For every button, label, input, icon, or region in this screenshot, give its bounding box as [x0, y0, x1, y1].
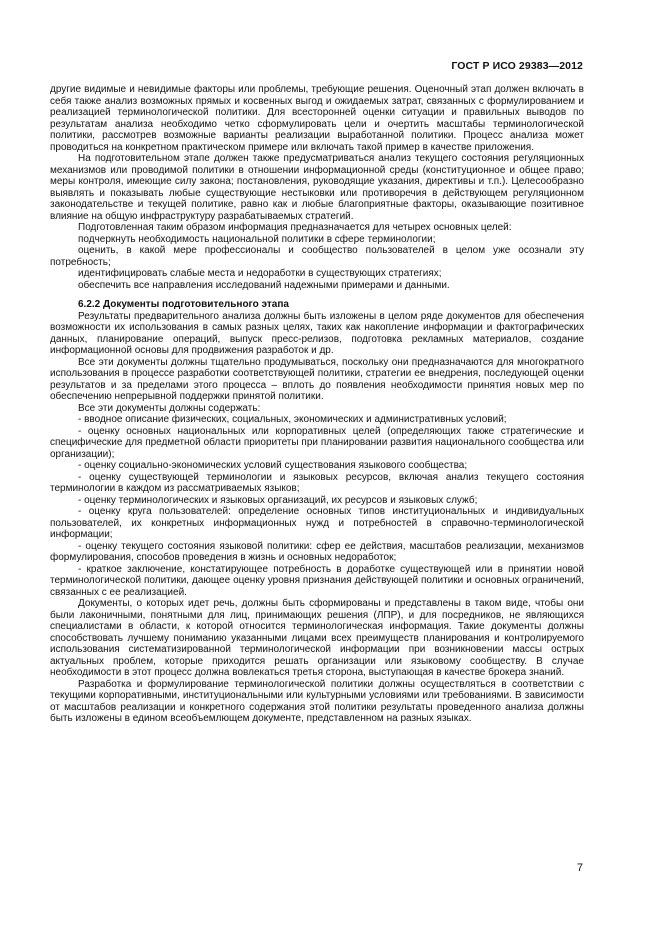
paragraph: На подготовительном этапе должен также предусматриваться анализ текущего состояния регуляционных механизмов или проводимой политики в отношении информационной среды (конституционное и общее право; меры контроля, имеющие силу закона; постановления, руководящие указания, директивы и т.п.). Целесообразно выявлять и показывать любые существующие нестыковки или противоречия в действующем регуляционном законодательстве и текущей политике, равно как и любые благоприятные факторы, оказывающие позитивное влияние на общую инфраструктуру разрабатываемых стратегий.: [50, 153, 584, 222]
section-heading: 6.2.2 Документы подготовительного этапа: [78, 299, 289, 310]
list-item: - оценку социально-экономических условий существования языкового сообщества;: [78, 460, 468, 471]
list-item: - краткое заключение, констатирующее потребность в доработке существующей или в принятии новой терминологической политики, дающее оценку уровня признания действующей политики и основных ограничений, связанных с ее реализацией.: [50, 563, 584, 598]
document-body: [50, 84, 584, 725]
list-item: - оценку текущего состояния языковой политики: сфер ее действия, масштабов реализации, механизмов формулирования, способов проведения в жизнь и основных недоработок;: [50, 540, 584, 563]
paragraph: Результаты предварительного анализа должны быть изложены в целом ряде документов для обеспечения возможности их использования в самых разных целях, таких как накопление информации и фактографических данных, планирование операций, выпуск пресс-релизов, подготовка рекламных материалов, создание информационной основы для продвижения разработок и др.: [50, 310, 584, 356]
paragraph: Подготовленная таким образом информация предназначается для четырех основных целей:: [78, 222, 512, 233]
document-header: ГОСТ Р ИСО 29383—2012: [451, 60, 583, 72]
paragraph: Разработка и формулирование терминологической политики должны осуществляться в соответствии с текущими корпоративными, институциональными или культурными условиями или требованиями. В зависимости от масштабов реализации и конкретного содержания этой политики результаты проведенного анализа должны быть изложены в едином всеобъемлющем документе, представленном на разных языках.: [50, 678, 584, 724]
list-item: идентифицировать слабые места и недоработки в существующих стратегиях;: [78, 268, 442, 279]
paragraph: Все эти документы должны содержать:: [78, 402, 261, 414]
list-item: - вводное описание физических, социальных, экономических и административных условий;: [78, 414, 507, 425]
list-item: оценить, в какой мере профессионалы и сообщество пользователей в целом уже осознали эту потребность;: [50, 245, 584, 268]
list-item: - оценку терминологических и языковых организаций, их ресурсов и языковых служб;: [78, 494, 478, 506]
list-item: - оценку основных национальных или корпоративных целей (определяющих также стратегические и специфические для предметной области приоритеты при планировании развития национального сообщества или организации);: [50, 425, 584, 460]
paragraph: Все эти документы должны тщательно продумываться, поскольку они предназначаются для многократного использования в процессе разработки соответствующей политики, стратегии ее внедрения, последующей оценки результатов и за пределами этого процесса – вплоть до появления необходимости принятия новых мер по обеспечению непрерывной поддержки принятой политики.: [50, 356, 584, 402]
list-item: - оценку существующей терминологии и языковых ресурсов, включая анализ текущего состояния терминологии в каждом из рассматриваемых языков;: [50, 471, 584, 494]
list-item: - оценку круга пользователей: определение основных типов институциональных и индивидуальных пользователей, их конкретных информационных нужд и потребностей в справочно-терминологической информации;: [50, 506, 584, 540]
page-number: 7: [576, 862, 583, 874]
list-item: обеспечить все направления исследований надежными примерами и данными.: [78, 279, 450, 291]
paragraph: другие видимые и невидимые факторы или проблемы, требующие решения. Оценочный этап должен включать в себя также анализ возможных прямых и косвенных выгод и ожидаемых затрат, связанных с формулированием и реализацией терминологической политики. Для всесторонней оценки ситуации и правильных выводов по результатам анализа необходимо четко сформулировать цели и очертить масштабы терминологической политики, рассмотрев возможные варианты реализации выработанной политики. Процесс анализа может проводиться на конкретном практическом примере или включать такой пример в качестве приложения.: [50, 84, 584, 153]
list-item: подчеркнуть необходимость национальной политики в сфере терминологии;: [78, 233, 436, 245]
paragraph: Документы, о которых идет речь, должны быть сформированы и представлены в таком виде, чтобы они были лаконичными, понятными для лиц, принимающих решения (ЛПР), и для посредников, не являющихся специалистами в области, к которой относится терминологическая информация. Такие документы должны способствовать лучшему пониманию указанными лицами всех преимуществ планирования и контролируемого использования систематизированной терминологической информации при возникновении массы острых актуальных проблем, которые приходится решать организации или языковому сообществу. В случае необходимости в этот процесс должна вовлекаться третья сторона, выступающая в качестве брокера знаний.: [50, 598, 584, 678]
